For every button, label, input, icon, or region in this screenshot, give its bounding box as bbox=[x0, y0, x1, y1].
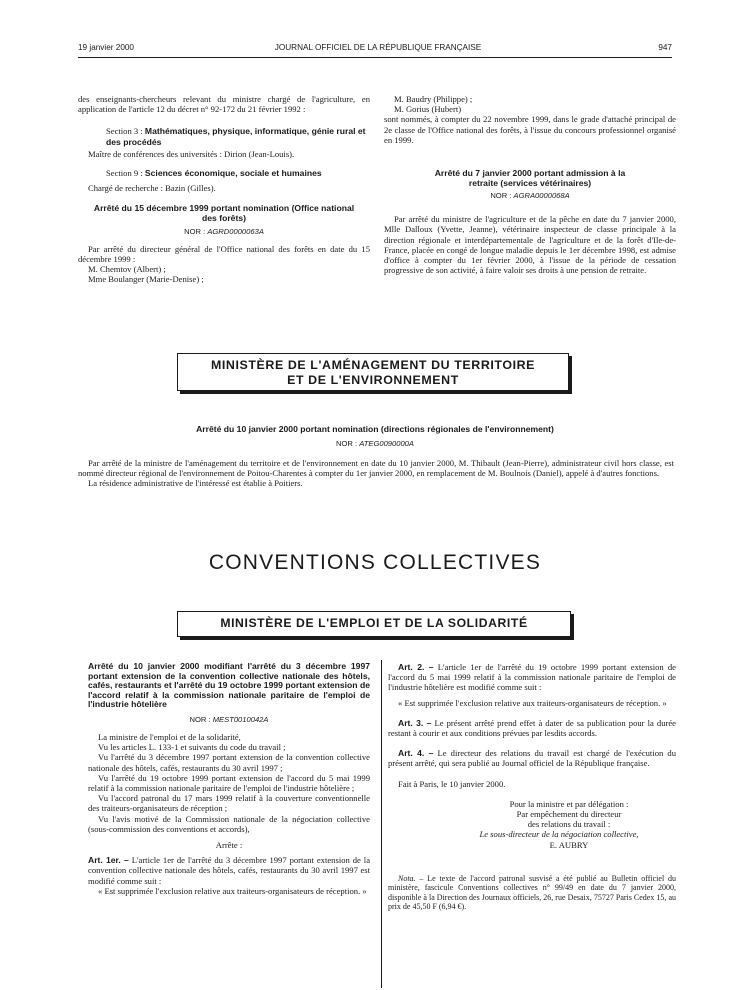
header-date: 19 janvier 2000 bbox=[78, 43, 134, 52]
signature-line-2: Par empêchement du directeur bbox=[516, 809, 622, 820]
section-3-person: Maître de conférences des universités : Dirion (Jean-Louis). bbox=[88, 148, 295, 159]
section-9-prefix: Section 9 : bbox=[106, 168, 145, 179]
section-9-title: Sciences économique, sociale et humaines bbox=[144, 168, 322, 179]
arrete-hotels-title: Arrêté du 10 janvier 2000 modifiant l'arrêté du 3 décembre 1997 portant extension de la convention collective nationale des hôtels, cafés, restaurants et l'arrêté du 19 octobre 1999 portant extension de l'accord relatif à la commission nationale paritaire de l'emploi de l'industrie hôtelière bbox=[88, 661, 370, 710]
article-1-quote: « Est supprimée l'exclusion relative aux traiteurs-organisateurs de réception. » bbox=[98, 885, 367, 896]
arrete-direction-env-body bbox=[78, 458, 674, 489]
ministry-emploi-label: MINISTÈRE DE L'EMPLOI ET DE LA SOLIDARITÉ bbox=[220, 616, 528, 630]
vu-articles: Vu les articles L. 133-1 et suivants du code du travail ; bbox=[98, 742, 286, 753]
nota-note bbox=[388, 874, 676, 912]
column-divider bbox=[381, 660, 382, 988]
nor-code: AGRD0000063A bbox=[207, 226, 264, 236]
article-1 bbox=[88, 855, 370, 886]
person-gorius: M. Gorius (Hubert) bbox=[394, 104, 462, 115]
person-boulanger: Mme Boulanger (Marie-Denise) ; bbox=[88, 274, 204, 285]
minister-line: La ministre de l'emploi et de la solidarité, bbox=[98, 731, 241, 742]
vu-arrete-1999: Vu l'arrêté du 19 octobre 1999 portant extension de l'accord du 5 mai 1999 relatif à la commission nationale paritaire de l'emploi de l'industrie hôtelière ; bbox=[88, 772, 370, 793]
arrete-nomination-onf-text: Par arrêté du directeur général de l'Office national des forêts en date du 15 décembre 1999 : bbox=[78, 243, 370, 264]
article-2 bbox=[388, 662, 676, 693]
ministry-emploi-box bbox=[177, 611, 571, 637]
article-4-text: Le directeur des relations du travail est chargé de l'exécution du présent arrêté, qui sera publié au Journal officiel de la République française. bbox=[388, 748, 676, 769]
ministry-amenagement-line1: MINISTÈRE DE L'AMÉNAGEMENT DU TERRITOIRE bbox=[210, 358, 536, 372]
nor-label: NOR : bbox=[189, 714, 213, 724]
article-2-label: Art. 2. – bbox=[398, 662, 434, 672]
arrete-word: Arrête : bbox=[215, 840, 243, 850]
arrete-direction-env-nor bbox=[78, 439, 672, 448]
arrete-direction-env-title: Arrêté du 10 janvier 2000 portant nomination (directions régionales de l'environnement) bbox=[196, 424, 554, 434]
intro-paragraph: des enseignants-chercheurs relevant du ministre chargé de l'agriculture, en application de l'article 12 du décret n° 92-172 du 21 février 1992 : bbox=[78, 94, 370, 115]
nor-label: NOR : bbox=[184, 226, 208, 236]
named-paragraph: sont nommés, à compter du 22 novembre 1999, dans le grade d'attaché principal de 2e classe de l'Office national des forêts, à l'issue du concours professionnel organisé en 1999. bbox=[384, 114, 676, 145]
top-right-column bbox=[384, 94, 676, 275]
header-journal-title: JOURNAL OFFICIEL DE LA RÉPUBLIQUE FRANÇAISE bbox=[274, 43, 482, 52]
nor-label: NOR : bbox=[490, 191, 514, 201]
article-2-text: L'article 1er de l'arrêté du 19 octobre 1999 portant extension de l'accord du 5 mai 1999 relatif à la commission nationale paritaire de l'emploi de l'industrie hôtelière est modifié comme suit : bbox=[388, 662, 676, 693]
person-baudry: M. Baudry (Philippe) ; bbox=[394, 94, 473, 104]
vu-arrete-1997: Vu l'arrêté du 3 décembre 1997 portant extension de la convention collective nationale des hôtels, cafés, restaurants du 30 avril 1997 ; bbox=[88, 752, 370, 773]
signature-block bbox=[479, 798, 654, 850]
person-chemtov: M. Chemtov (Albert) ; bbox=[88, 264, 166, 275]
arrete-hotels-nor bbox=[88, 715, 370, 724]
article-1-label: Art. 1er. – bbox=[88, 855, 129, 866]
header-page-number: 947 bbox=[658, 43, 672, 52]
section-3-prefix: Section 3 : bbox=[106, 126, 145, 137]
ministry-amenagement-box bbox=[177, 353, 569, 391]
signature-line-3: des relations du travail : bbox=[527, 819, 611, 830]
article-4 bbox=[388, 748, 676, 768]
article-4-label: Art. 4. – bbox=[398, 748, 434, 759]
header-rule bbox=[78, 57, 672, 58]
article-3-text: Le présent arrêté prend effet à dater de sa publication pour la durée restant à courir et aux conditions prévues par lesdits accords. bbox=[388, 717, 676, 739]
section-3-title: Mathématiques, physique, informatique, génie rural et des procédés bbox=[106, 126, 366, 147]
vu-avis: Vu l'avis motivé de la Commission nationale de la négociation collective (sous-commission des conventions et accords), bbox=[88, 813, 370, 834]
nota-label: Nota. bbox=[398, 873, 416, 883]
arrete-direction-env-residence: La résidence administrative de l'intéressé est établie à Poitiers. bbox=[88, 478, 303, 489]
top-left-column bbox=[78, 94, 370, 284]
section-9-heading bbox=[78, 168, 370, 178]
arrete-nomination-onf-nor bbox=[78, 227, 370, 236]
nota-text: – Le texte de l'accord patronal susvisé a été publié au Bulletin officiel du ministère, fascicule Conventions collectives n° 99/49 en date du 7 janvier 2000, disponible à la Direction des Journaux officiels, 26, rue Desaix, 75727 Paris Cedex 15, au prix de 45,50 F (6,94 €). bbox=[388, 873, 676, 912]
article-1-text: L'article 1er de l'arrêté du 3 décembre 1997 portant extension de la convention collective nationale des hôtels, cafés, restaurants du 30 avril 1997 est modifié comme suit : bbox=[88, 855, 371, 886]
conventions-collectives-title: CONVENTIONS COLLECTIVES bbox=[208, 551, 542, 574]
section-3-heading bbox=[78, 126, 370, 146]
article-2-quote: « Est supprimée l'exclusion relative aux traiteurs-organisateurs de réception. » bbox=[398, 697, 667, 708]
section-9-person: Chargé de recherche : Bazin (Gilles). bbox=[88, 183, 216, 194]
vu-accord-patronal: Vu l'accord patronal du 17 mars 1999 relatif à la couverture conventionnelle des traiteurs-organisateurs de réception ; bbox=[88, 793, 370, 814]
signature-name: E. AUBRY bbox=[549, 839, 589, 850]
arrete-nomination-onf-title: Arrêté du 15 décembre 1999 portant nomination (Office national des forêts) bbox=[93, 203, 355, 224]
signature-line-4: Le sous-directeur de la négociation collective, bbox=[479, 829, 639, 840]
arrete-retraite-nor bbox=[384, 191, 676, 200]
nor-code: AGRA0000068A bbox=[513, 191, 570, 201]
nor-code: MESТ0010042A bbox=[212, 714, 269, 724]
arrete-direction-env-text: Par arrêté de la ministre de l'aménagement du territoire et de l'environnement en date du 10 janvier 2000, M. Thibault (Jean-Pierre), administrateur civil hors classe, est nommé directeur régional de l'environnement de Poitou-Charentes à compter du 1er janvier 2000, en remplacement de M. Boulnois (Daniel), appelé à d'autres fonctions. bbox=[78, 458, 674, 479]
arrete-retraite-text: Par arrêté du ministre de l'agriculture et de la pêche en date du 7 janvier 2000, Mlle Dalloux (Yvette, Jeanne), vétérinaire inspecteur de classe principale à la direction régionale et interdépartementale de l'agriculture et de la forêt d'Ile-de-France, placée en congé de longue maladie depuis le 1er décembre 1998, est admise d'office à compter du 1er février 2000, à l'issue de la période de cessation progressive de son activité, à faire valoir ses droits à une pension de retraite. bbox=[384, 214, 676, 276]
signature-line-1: Pour la ministre et par délégation : bbox=[509, 798, 629, 809]
nor-code: ATEG0090000A bbox=[359, 439, 414, 448]
bottom-left-column bbox=[88, 662, 370, 896]
ministry-amenagement-line2: ET DE L'ENVIRONNEMENT bbox=[287, 373, 459, 387]
done-at-paris: Fait à Paris, le 10 janvier 2000. bbox=[398, 778, 506, 789]
nor-label: NOR : bbox=[336, 439, 360, 448]
arrete-retraite-title: Arrêté du 7 janvier 2000 portant admission à la retraite (services vétérinaires) bbox=[434, 168, 626, 188]
bottom-right-column bbox=[388, 662, 676, 911]
article-3 bbox=[388, 718, 676, 738]
article-3-label: Art. 3. – bbox=[398, 717, 432, 728]
